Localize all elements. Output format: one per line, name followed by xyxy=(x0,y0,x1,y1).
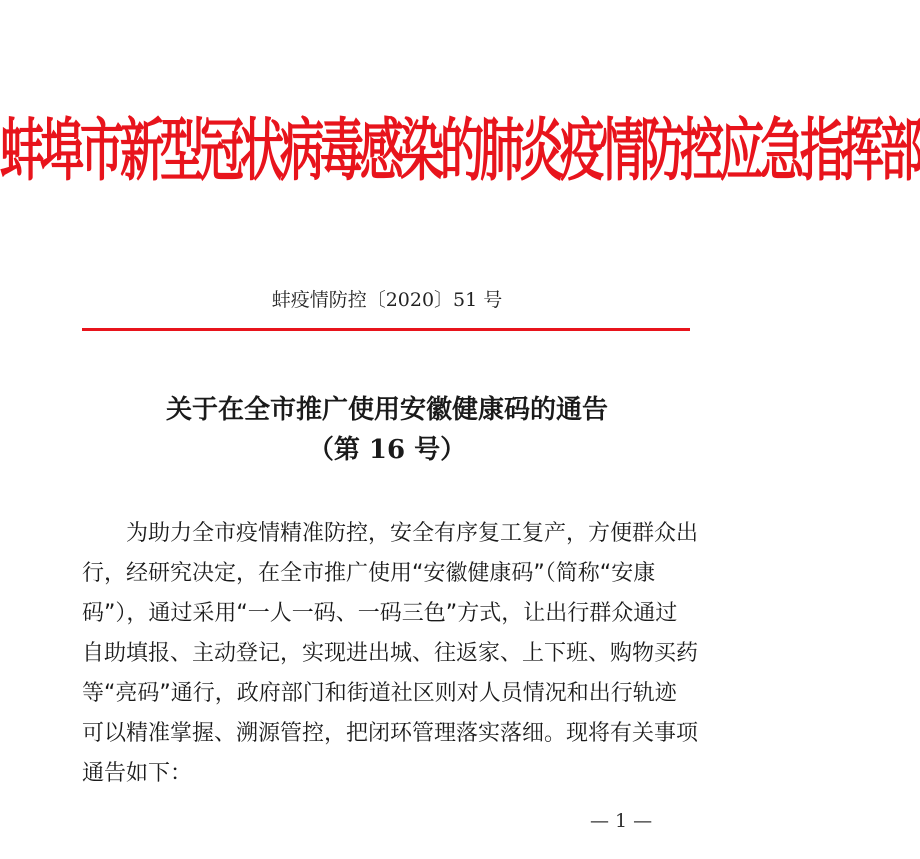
body-line: 为助力全市疫情精准防控，安全有序复工复产，方便群众出 xyxy=(126,521,699,546)
issuer-header: 蚌埠市新型冠状病毒感染的肺炎疫情防控应急指挥部 xyxy=(0,111,920,191)
red-divider xyxy=(82,328,690,331)
page-number: — 1 — xyxy=(590,810,653,832)
notice-body xyxy=(82,514,699,794)
body-line: 码”），通过采用“一人一码、一码三色”方式，让出行群众通过 xyxy=(82,601,678,626)
body-line: 可以精准掌握、溯源管控，把闭环管理落实落细。现将有关事项 xyxy=(82,721,699,746)
notice-subtitle: （第 16 号） xyxy=(307,435,467,465)
body-line: 等“亮码”通行，政府部门和街道社区则对人员情况和出行轨迹 xyxy=(82,681,677,706)
body-line: 通告如下： xyxy=(82,761,193,786)
notice-title: 关于在全市推广使用安徽健康码的通告 xyxy=(165,395,608,425)
body-line: 自助填报、主动登记，实现进出城、往返家、上下班、购物买药 xyxy=(82,641,699,666)
body-line: 行，经研究决定，在全市推广使用“安徽健康码”（简称“安康 xyxy=(82,561,656,586)
document-number: 蚌疫情防控〔2020〕51 号 xyxy=(271,289,503,311)
